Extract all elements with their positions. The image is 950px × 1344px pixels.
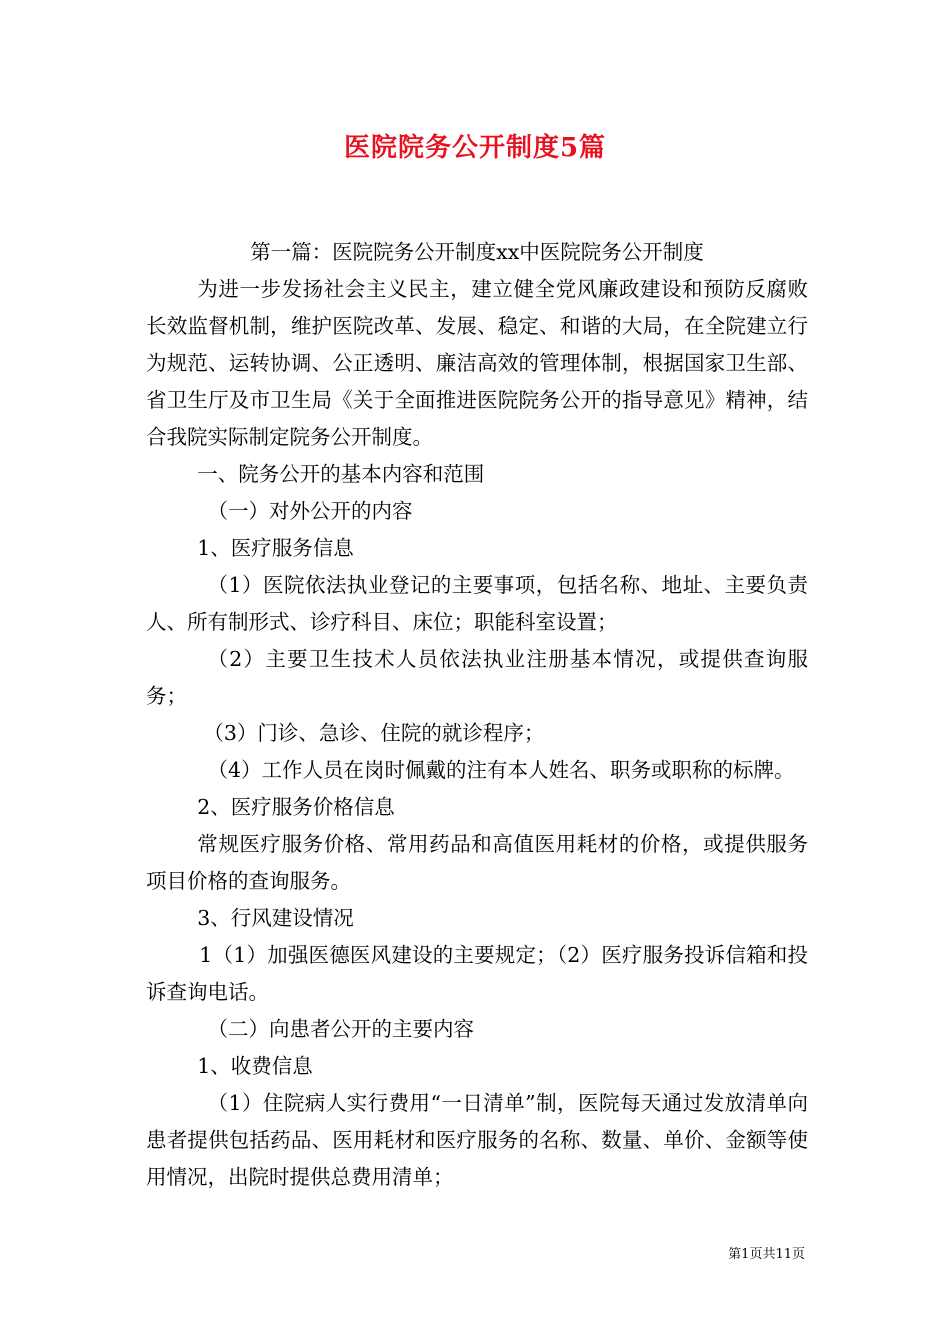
paragraph: 2、医疗服务价格信息 (197, 795, 395, 819)
page-number: 第1页共11页 (728, 1247, 805, 1262)
paragraph: 1、医疗服务信息 (197, 536, 354, 560)
section-heading: 第一篇：医院院务公开制度xx中医院院务公开制度 (250, 240, 704, 264)
paragraph: （二）向患者公开的主要内容 (207, 1017, 474, 1041)
document-title: 医院院务公开制度5篇 (343, 133, 607, 163)
paragraph: 一、院务公开的基本内容和范围 (197, 462, 485, 486)
paragraph: （一）对外公开的内容 (207, 499, 413, 523)
document-body (146, 234, 808, 1196)
paragraph: 1（1）加强医德医风建设的主要规定；（2）医疗服务投诉信箱和投诉查询电话。 (146, 943, 808, 1004)
paragraph: 为进一步发扬社会主义民主，建立健全党风廉政建设和预防反腐败长效监督机制，维护医院改革、发展、稳定、和谐的大局，在全院建立行为规范、运转协调、公正透明、廉洁高效的管理体制，根据国家卫生部、省卫生厅及市卫生局《关于全面推进医院院务公开的指导意见》精神，结合我院实际制定院务公开制度。 (146, 277, 808, 449)
paragraph: （1）医院依法执业登记的主要事项，包括名称、地址、主要负责人、所有制形式、诊疗科目、床位；职能科室设置； (146, 573, 808, 634)
paragraph: 1、收费信息 (197, 1054, 313, 1078)
paragraph: （2）主要卫生技术人员依法执业注册基本情况，或提供查询服务； (146, 647, 808, 708)
paragraph: 3、行风建设情况 (197, 906, 354, 930)
paragraph: （4）工作人员在岗时佩戴的注有本人姓名、职务或职称的标牌。 (207, 758, 795, 782)
paragraph: （1）住院病人实行费用“一日清单”制，医院每天通过发放清单向患者提供包括药品、医用耗材和医疗服务的名称、数量、单价、金额等使用情况，出院时提供总费用清单； (146, 1091, 808, 1189)
paragraph: （3）门诊、急诊、住院的就诊程序； (203, 721, 545, 745)
paragraph: 常规医疗服务价格、常用药品和高值医用耗材的价格，或提供服务项目价格的查询服务。 (146, 832, 808, 893)
